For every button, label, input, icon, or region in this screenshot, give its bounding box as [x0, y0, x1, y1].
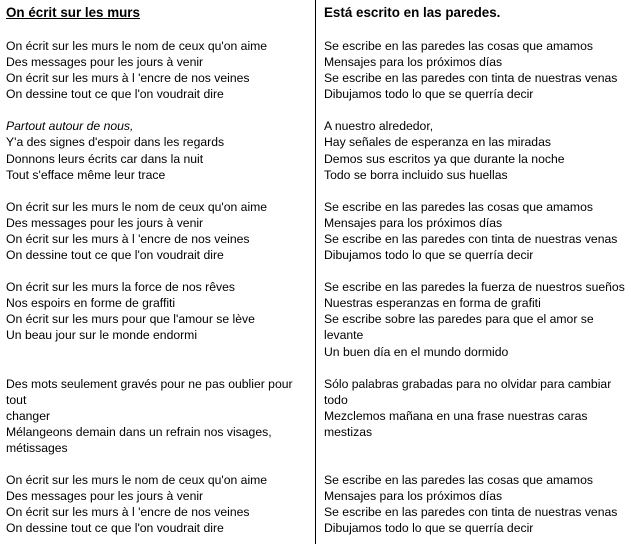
lyric-line: On écrit sur les murs le nom de ceux qu'on aime: [6, 472, 268, 487]
column-divider: [315, 0, 316, 544]
lyric-line: todo: [324, 392, 348, 407]
lyric-line: Se escribe en las paredes con tinta de nuestras venas: [324, 71, 618, 86]
lyric-line: Se escribe en las paredes con tinta de nuestras venas: [324, 231, 618, 246]
lyric-line: Dibujamos todo lo que se querría decir: [324, 248, 534, 263]
lyric-line: On écrit sur les murs le nom de ceux qu'on aime: [6, 39, 268, 53]
french-stanza-5: [6, 376, 308, 456]
lyric-line: Se escribe en las paredes la fuerza de nuestros sueños: [324, 280, 625, 295]
lyric-line: On dessine tout ce que l'on voudrait dire: [6, 248, 224, 263]
spanish-stanza-1: [324, 38, 624, 102]
lyric-line: Donnons leurs écrits car dans la nuit: [6, 151, 204, 166]
french-stanza-4: [6, 279, 308, 343]
lyric-line: Mensajes para los próximos días: [324, 489, 503, 504]
french-stanza-6: [6, 472, 308, 536]
lyric-line: Un buen día en el mundo dormido: [324, 344, 509, 359]
lyric-line: Mensajes para los próximos días: [324, 55, 503, 70]
lyric-line: Nos espoirs en forme de graffiti: [6, 296, 176, 311]
lyric-line: Des messages pour les jours à venir: [6, 489, 204, 504]
spanish-stanza-6: [324, 472, 624, 536]
lyric-line: Tout s'efface même leur trace: [6, 167, 166, 182]
lyric-line: changer: [6, 408, 51, 423]
lyric-line: Dibujamos todo lo que se querría decir: [324, 87, 534, 102]
lyric-line: On écrit sur les murs à l 'encre de nos veines: [6, 505, 250, 520]
lyric-line: A nuestro alrededor,: [324, 119, 434, 134]
french-stanza-2: [6, 118, 308, 182]
french-title: On écrit sur les murs: [6, 5, 140, 20]
lyric-line: Se escribe en las paredes las cosas que amamos: [324, 39, 593, 53]
lyric-line: On écrit sur les murs pour que l'amour se lève: [6, 312, 255, 327]
spanish-stanza-5: [324, 376, 624, 440]
lyric-line: On dessine tout ce que l'on voudrait dire: [6, 521, 224, 536]
french-column: [6, 0, 308, 536]
lyric-line: Mélangeons demain dans un refrain nos visages,: [6, 424, 272, 439]
spanish-stanza-4: [324, 279, 624, 359]
lyric-line: Mensajes para los próximos días: [324, 215, 503, 230]
lyric-line: Des messages pour les jours à venir: [6, 55, 204, 70]
spanish-stanza-3: [324, 199, 624, 263]
lyric-line: Dibujamos todo lo que se querría decir: [324, 521, 534, 536]
spanish-column: [324, 0, 624, 536]
lyric-line: Hay señales de esperanza en las miradas: [324, 135, 551, 150]
lyric-line: métissages: [6, 440, 68, 455]
french-stanza-3: [6, 199, 308, 263]
spanish-title: Está escrito en las paredes.: [324, 5, 501, 20]
lyric-line: On écrit sur les murs la force de nos rêves: [6, 280, 235, 295]
lyric-line: Des messages pour les jours à venir: [6, 215, 204, 230]
lyric-line: Un beau jour sur le monde endormi: [6, 328, 198, 343]
lyric-line: levante: [324, 328, 364, 343]
lyric-line: Mezclemos mañana en una frase nuestras caras: [324, 408, 588, 423]
lyric-line: On écrit sur les murs à l 'encre de nos veines: [6, 71, 250, 86]
lyric-line: On écrit sur les murs le nom de ceux qu'on aime: [6, 199, 268, 214]
lyric-line: Y'a des signes d'espoir dans les regards: [6, 135, 225, 150]
lyric-line: tout: [6, 392, 27, 407]
lyric-line: Se escribe sobre las paredes para que el amor se: [324, 312, 594, 327]
spanish-stanza-2: [324, 118, 624, 182]
lyric-line: Nuestras esperanzas en forma de grafiti: [324, 296, 541, 311]
lyric-line: Sólo palabras grabadas para no olvidar para cambiar: [324, 376, 612, 391]
lyric-line: Se escribe en las paredes las cosas que amamos: [324, 472, 593, 487]
french-stanza-1: [6, 38, 308, 102]
lyric-line: Demos sus escritos ya que durante la noche: [324, 151, 565, 166]
lyric-line: Des mots seulement gravés pour ne pas oublier pour: [6, 376, 293, 391]
lyric-line: Se escribe en las paredes con tinta de nuestras venas: [324, 505, 618, 520]
lyric-line: mestizas: [324, 424, 373, 439]
lyric-line: On dessine tout ce que l'on voudrait dire: [6, 87, 224, 102]
lyric-line: Partout autour de nous,: [6, 119, 134, 134]
lyric-line: Todo se borra incluido sus huellas: [324, 167, 508, 182]
lyric-line: Se escribe en las paredes las cosas que amamos: [324, 199, 593, 214]
lyric-line: On écrit sur les murs à l 'encre de nos veines: [6, 231, 250, 246]
